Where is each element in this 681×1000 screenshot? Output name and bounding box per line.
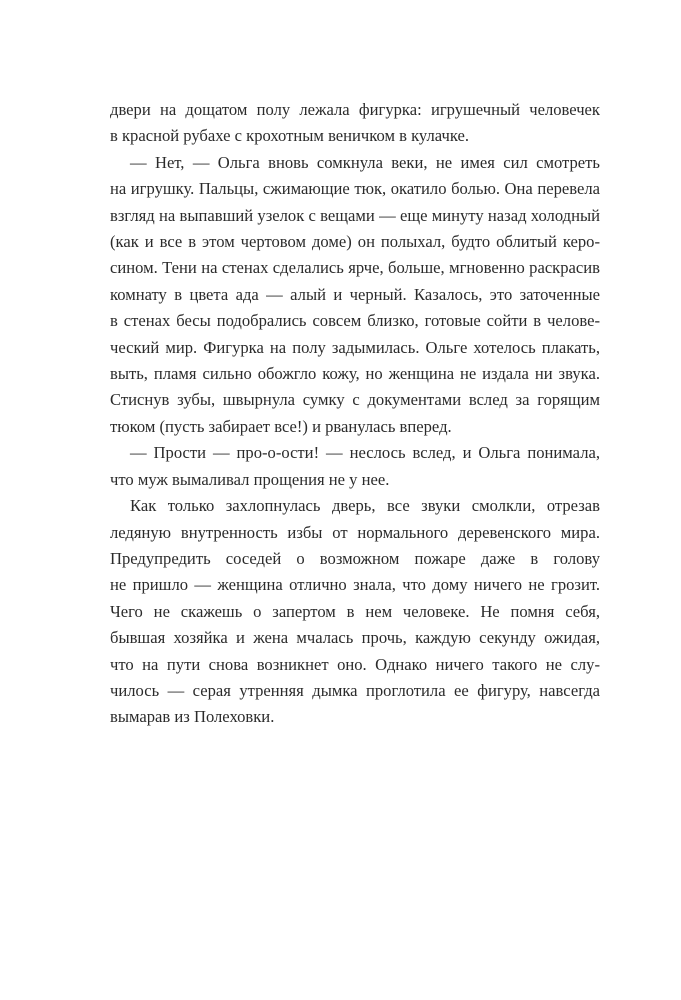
text-line: — Нет, — Ольга вновь сомкнула веки, не имея сил смотреть [130,152,600,172]
text-line: комнату в цвета ада — алый и черный. Казалось, это заточенные [110,284,600,304]
text-line: взгляд на выпавший узелок с вещами — еще минуту назад холодный [110,205,600,225]
text-line: двери на дощатом полу лежала фигурка: игрушечный человечек [110,100,600,119]
text-line: бывшая хозяйка и жена мчалась прочь, каждую секунду ожидая, [110,628,600,648]
text-line: не пришло — женщина отлично знала, что дому ничего не грозит. [110,575,600,595]
text-line: что муж вымаливал прощения не у нее. [110,469,390,489]
text-line: сином. Тени на стенах сделались ярче, больше, мгновенно раскрасив [110,258,600,278]
page-body-text [110,97,600,731]
text-line: (как и все в этом чертовом доме) он полыхал, будто облитый керо- [110,232,600,252]
paragraph [110,150,600,440]
text-line: в красной рубахе с крохотным веничком в кулачке. [110,126,469,146]
text-line: выть, пламя сильно обожгло кожу, но женщина не издала ни звука. [110,364,600,384]
text-line: тюком (пусть забирает все!) и рванулась вперед. [110,416,452,436]
paragraph [110,97,600,150]
text-line: Предупредить соседей о возможном пожаре даже в голову [110,548,600,568]
text-line: в стенах бесы подобрались совсем близко, готовые сойти в челове- [110,311,600,331]
text-line: что на пути снова возникнет оно. Однако ничего такого не слу- [110,654,600,674]
text-line: ледяную внутренность избы от нормального деревенского мира. [110,522,600,542]
text-line: Как только захлопнулась дверь, все звуки смолкли, отрезав [130,496,600,516]
text-line: Чего не скажешь о запертом в нем человеке. Не помня себя, [110,601,600,621]
paragraph [110,440,600,493]
text-line: на игрушку. Пальцы, сжимающие тюк, окатило болью. Она перевела [110,179,600,199]
text-line: чилось — серая утренняя дымка проглотила ее фигуру, навсегда [110,680,600,700]
text-line: вымарав из Полеховки. [110,707,275,727]
text-line: — Прости — про-о-ости! — неслось вслед, и Ольга понимала, [130,443,600,463]
paragraph [110,493,600,731]
text-line: Стиснув зубы, швырнула сумку с документами вслед за горящим [110,390,600,410]
text-line: ческий мир. Фигурка на полу задымилась. Ольге хотелось плакать, [110,337,600,357]
